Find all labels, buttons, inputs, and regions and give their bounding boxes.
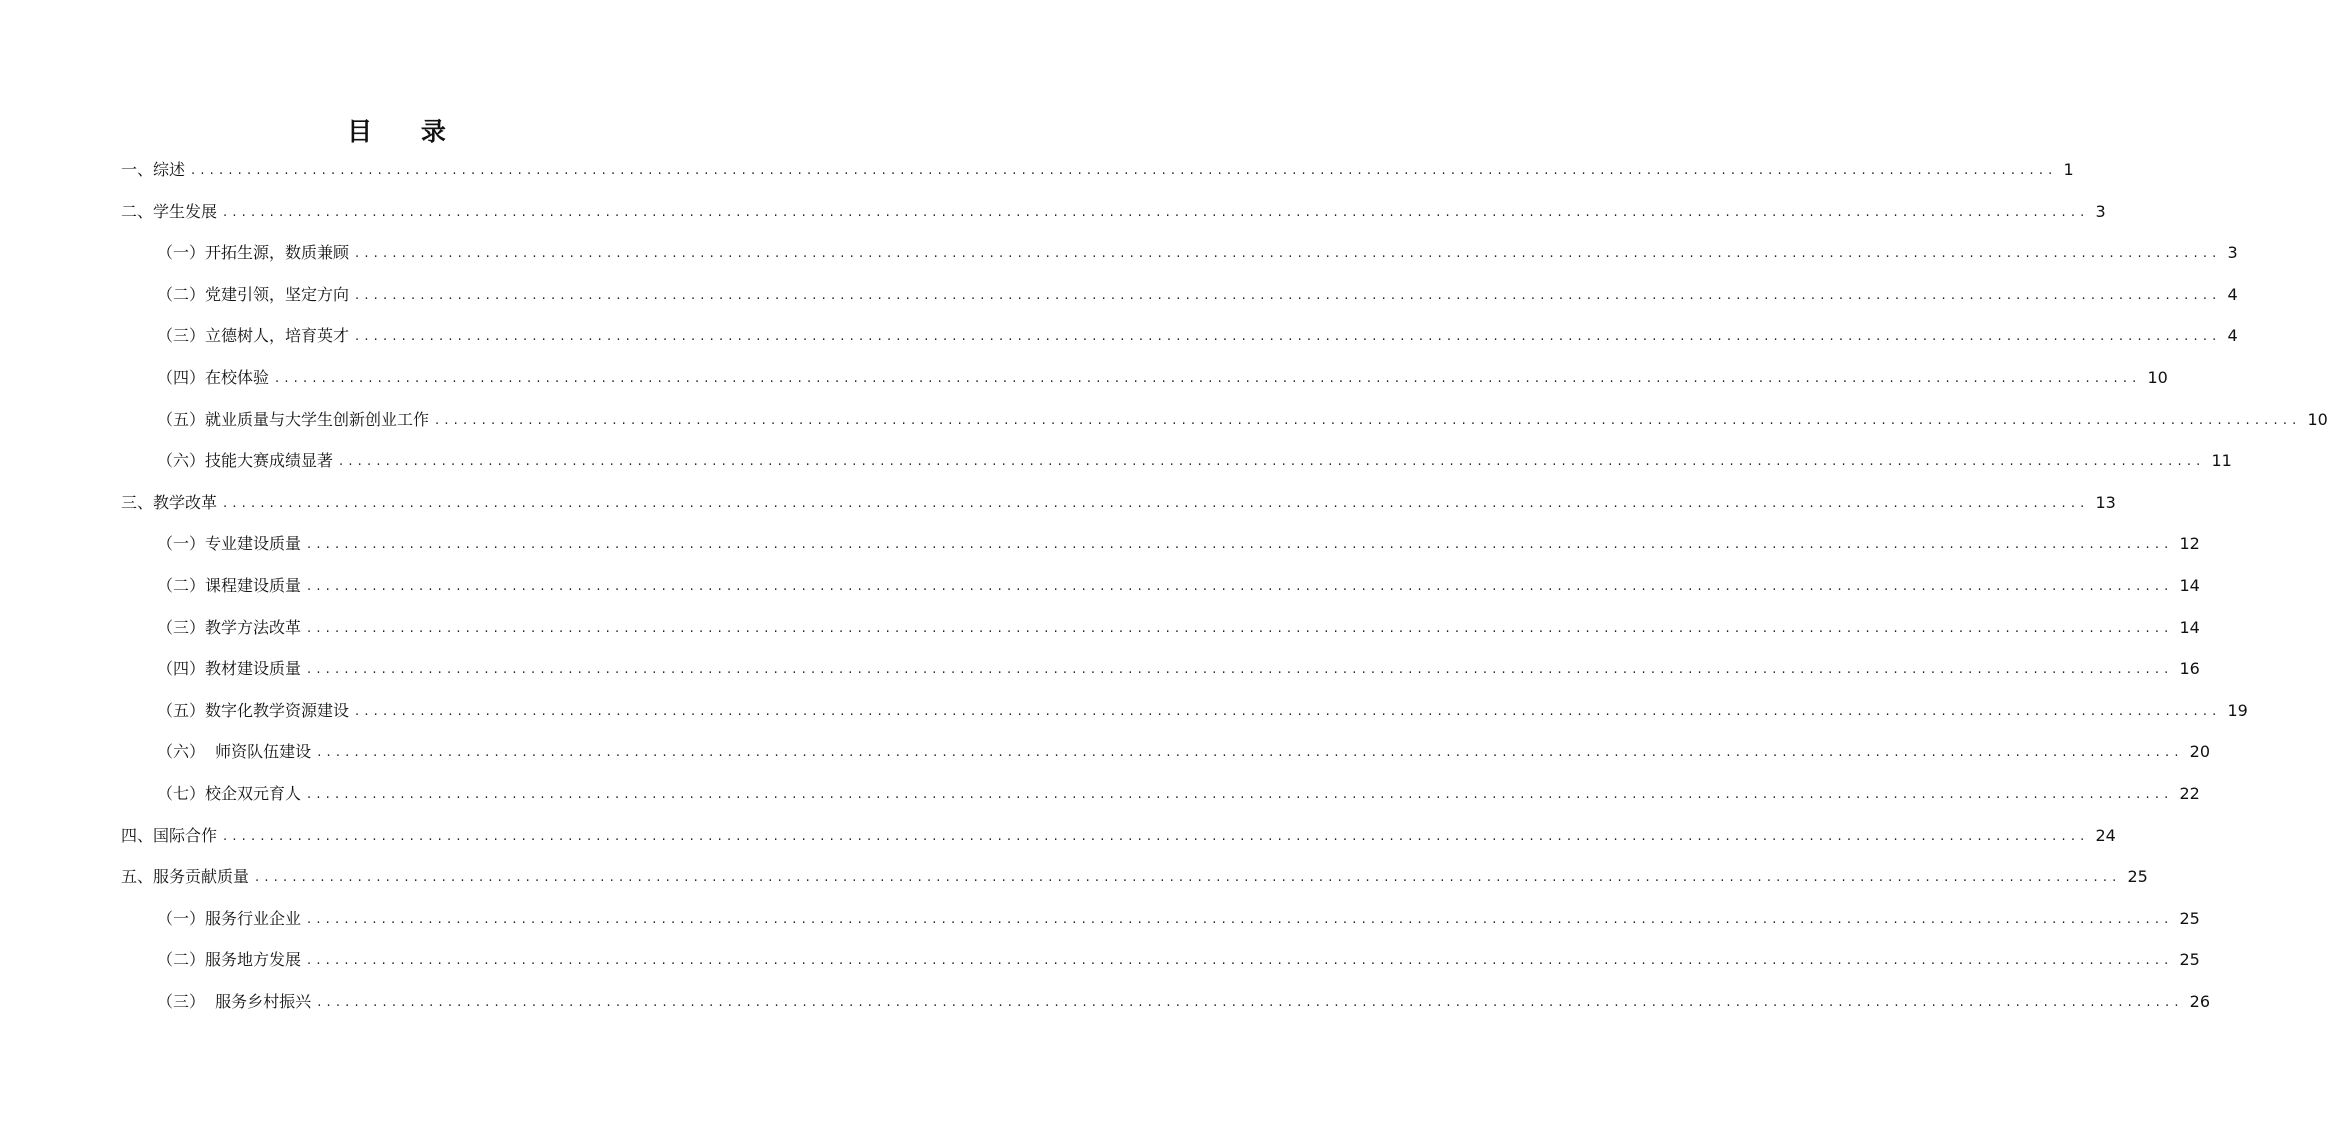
- toc-dot-leader: ........................................................................................................................................................................................................: [307, 662, 2174, 678]
- toc-dot-leader: ........................................................................................................................................................................................................: [317, 745, 2184, 761]
- toc-entry[interactable]: [157, 948, 2200, 972]
- toc-entry[interactable]: [121, 865, 2148, 889]
- toc-dot-leader: ........................................................................................................................................................................................................: [307, 787, 2174, 802]
- toc-entry[interactable]: [157, 366, 2168, 390]
- toc-dot-leader: ........................................................................................................................................................................................................: [223, 495, 2090, 511]
- toc-entry-page-number: 1: [2063, 160, 2074, 179]
- toc-entry[interactable]: [157, 283, 2238, 307]
- toc-entry[interactable]: [157, 657, 2200, 681]
- toc-entry-page-number: 26: [2189, 992, 2211, 1011]
- toc-entry[interactable]: [157, 616, 2200, 640]
- toc-entry-page-number: 14: [2179, 576, 2200, 595]
- toc-dot-leader: ........................................................................................................................................................................................................: [355, 703, 2222, 719]
- toc-entry[interactable]: [121, 491, 2116, 515]
- toc-entry-label: 一、综述: [121, 160, 186, 179]
- toc-entry-page-number: 14: [2179, 617, 2200, 637]
- toc-entry-label: （四）教材建设质量: [157, 659, 302, 679]
- toc-entry-label: （三）教学方法改革: [157, 617, 302, 637]
- toc-entry[interactable]: [157, 241, 2238, 265]
- toc-entry-label: 三、教学改革: [121, 492, 218, 512]
- toc-entry-page-number: 3: [2095, 201, 2106, 221]
- toc-dot-leader: ........................................................................................................................................................................................................: [355, 329, 2222, 345]
- toc-dot-leader: ........................................................................................................................................................................................................: [255, 870, 2122, 886]
- toc-entry[interactable]: [157, 574, 2200, 598]
- toc-entry-label: （二）服务地方发展: [157, 950, 302, 970]
- toc-dot-leader: ........................................................................................................................................................................................................: [307, 911, 2174, 927]
- toc-dot-leader: ........................................................................................................................................................................................................: [307, 537, 2174, 553]
- toc-entry-page-number: 10: [2307, 409, 2328, 429]
- toc-entry-label: （二）课程建设质量: [157, 576, 302, 595]
- toc-dot-leader: ........................................................................................................................................................................................................: [317, 995, 2184, 1010]
- toc-dot-leader: ........................................................................................................................................................................................................: [435, 412, 2302, 428]
- toc-entry-page-number: 24: [2095, 825, 2116, 845]
- toc-entry-label: （一）服务行业企业: [157, 908, 302, 928]
- toc-entry-label: （三）立德树人，培育英才: [157, 326, 350, 346]
- toc-entry[interactable]: [121, 200, 2106, 224]
- toc-dot-leader: ........................................................................................................................................................................................................: [307, 579, 2174, 594]
- toc-entry-label: （二）党建引领，坚定方向: [157, 284, 350, 304]
- toc-entry[interactable]: [157, 907, 2200, 931]
- toc-entry-page-number: 25: [2179, 950, 2200, 970]
- toc-dot-leader: ........................................................................................................................................................................................................: [223, 828, 2090, 844]
- toc-entry-label: （六）技能大赛成绩显著: [157, 451, 334, 471]
- toc-entry-page-number: 13: [2095, 492, 2116, 512]
- toc-entry-label: （一）专业建设质量: [157, 534, 302, 554]
- toc-entry-label: 五、服务贡献质量: [121, 867, 250, 887]
- toc-dot-leader: ........................................................................................................................................................................................................: [355, 287, 2222, 303]
- toc-entry-page-number: 20: [2189, 742, 2211, 762]
- toc-entry-page-number: 3: [2227, 243, 2238, 263]
- toc-entry[interactable]: [157, 324, 2238, 348]
- toc-entry-label: （五）数字化教学资源建设: [157, 700, 350, 720]
- toc-entry-page-number: 4: [2227, 284, 2238, 304]
- toc-dot-leader: ........................................................................................................................................................................................................: [355, 246, 2222, 262]
- toc-entry-page-number: 10: [2147, 368, 2168, 387]
- toc-entry-label: 四、国际合作: [121, 825, 218, 845]
- toc-dot-leader: ........................................................................................................................................................................................................: [191, 163, 2058, 178]
- toc-entry-label: （六） 师资队伍建设: [157, 742, 312, 762]
- toc-dot-leader: ........................................................................................................................................................................................................: [223, 204, 2090, 220]
- toc-entry-page-number: 12: [2179, 534, 2200, 554]
- toc-entry[interactable]: [157, 532, 2200, 556]
- toc-dot-leader: ........................................................................................................................................................................................................: [307, 620, 2174, 636]
- toc-entry-page-number: 16: [2179, 659, 2200, 679]
- toc-entry[interactable]: [157, 782, 2200, 806]
- toc-entry[interactable]: [157, 449, 2232, 473]
- toc-entry[interactable]: [157, 990, 2211, 1014]
- toc-entry-label: （七）校企双元育人: [157, 784, 302, 803]
- toc-entry-label: （一）开拓生源，数质兼顾: [157, 243, 350, 263]
- toc-entry[interactable]: [121, 824, 2116, 848]
- toc-entry-page-number: 4: [2227, 326, 2238, 346]
- toc-entry[interactable]: [157, 699, 2248, 723]
- toc-title: 目 录: [347, 117, 466, 146]
- toc-dot-leader: ........................................................................................................................................................................................................: [339, 454, 2206, 470]
- toc-entry-page-number: 19: [2227, 700, 2248, 720]
- toc-entry-page-number: 22: [2179, 784, 2200, 803]
- toc-dot-leader: ........................................................................................................................................................................................................: [307, 953, 2174, 969]
- toc-entry[interactable]: [121, 158, 2074, 182]
- toc-entry-label: （五）就业质量与大学生创新创业工作: [157, 409, 430, 429]
- toc-dot-leader: ........................................................................................................................................................................................................: [275, 371, 2142, 386]
- toc-entry-label: （三） 服务乡村振兴: [157, 992, 312, 1011]
- toc-entry[interactable]: [157, 740, 2211, 764]
- toc-entry-page-number: 11: [2211, 451, 2232, 471]
- toc-entry-page-number: 25: [2127, 867, 2148, 887]
- toc-entry-page-number: 25: [2179, 908, 2200, 928]
- toc-entry-label: （四）在校体验: [157, 368, 270, 387]
- toc-entry-label: 二、学生发展: [121, 201, 218, 221]
- toc-entry[interactable]: [157, 408, 2328, 432]
